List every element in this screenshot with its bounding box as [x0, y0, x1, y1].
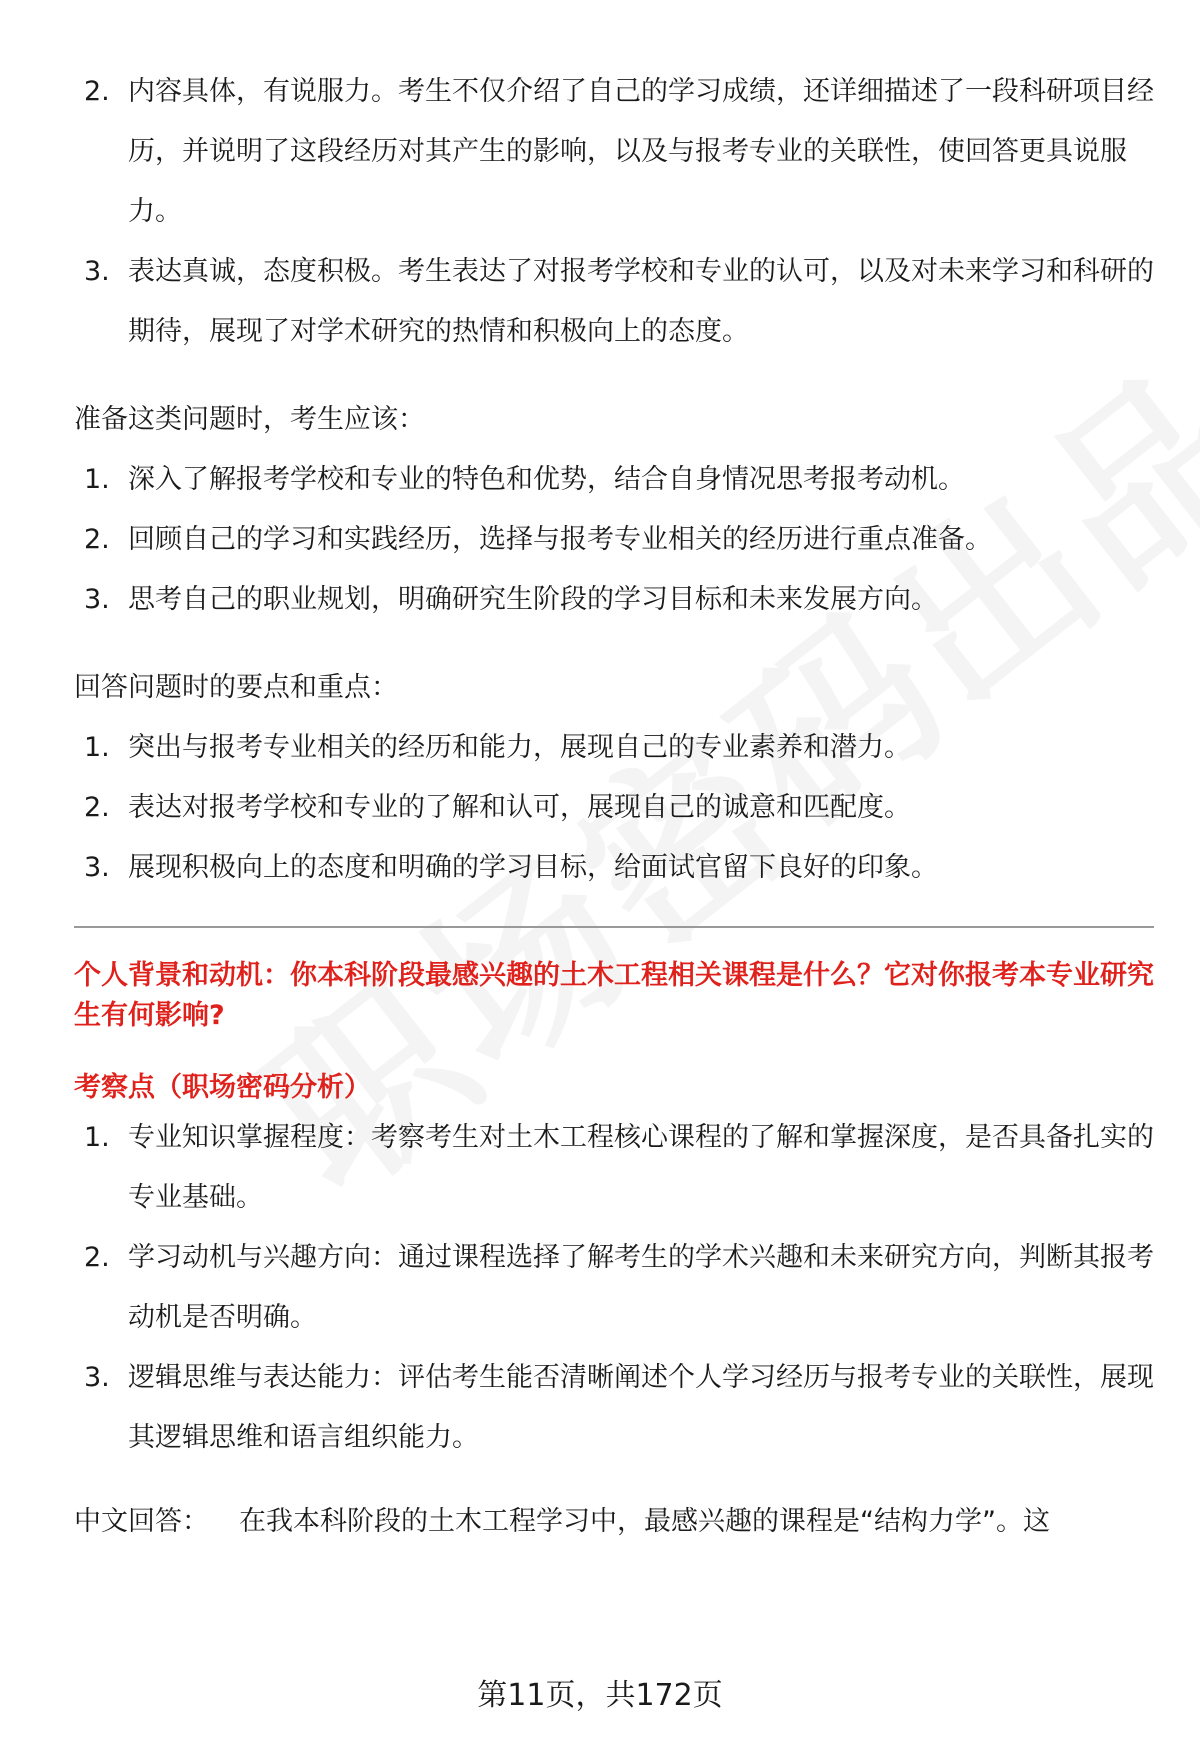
- points-title: 回答问题时的要点和重点：: [74, 672, 398, 703]
- list-item: [74, 718, 1154, 778]
- points-list: [74, 718, 1154, 898]
- document-body: [74, 62, 1154, 1542]
- list-number: 1.: [84, 732, 110, 763]
- section-divider: [74, 926, 1154, 928]
- list-item: [74, 242, 1154, 362]
- list-number: 2.: [84, 1242, 110, 1273]
- list-number: 2.: [84, 76, 110, 107]
- list-text: 思考自己的职业规划，明确研究生阶段的学习目标和未来发展方向。: [128, 584, 938, 615]
- list-number: 3.: [84, 584, 110, 615]
- list-text: 逻辑思维与表达能力：评估考生能否清晰阐述个人学习经历与报考专业的关联性，展现其逻辑思维和语言组织能力。: [128, 1362, 1154, 1453]
- list-text: 深入了解报考学校和专业的特色和优势，结合自身情况思考报考动机。: [128, 464, 965, 495]
- list-item: [74, 570, 1154, 630]
- list-item: [74, 778, 1154, 838]
- list-text: 突出与报考专业相关的经历和能力，展现自己的专业素养和潜力。: [128, 732, 911, 763]
- prep-title: 准备这类问题时，考生应该：: [74, 404, 425, 435]
- list-item: [74, 1348, 1154, 1468]
- list-item: [74, 1108, 1154, 1228]
- list-text: 表达对报考学校和专业的了解和认可，展现自己的诚意和匹配度。: [128, 792, 911, 823]
- exam-point-title: 考察点（职场密码分析）: [74, 1072, 371, 1103]
- prep-list: [74, 450, 1154, 630]
- list-number: 3.: [84, 852, 110, 883]
- answer-label: 中文回答：: [74, 1506, 209, 1537]
- list-item: [74, 838, 1154, 898]
- list-number: 1.: [84, 1122, 110, 1153]
- answer-text: 在我本科阶段的土木工程学习中，最感兴趣的课程是“结构力学”。这: [239, 1506, 1050, 1537]
- list-text: 展现积极向上的态度和明确的学习目标，给面试官留下良好的印象。: [128, 852, 938, 883]
- list-number: 3.: [84, 256, 110, 287]
- page-footer: 第11页，共172页: [477, 1678, 723, 1713]
- exam-point-list: [74, 1108, 1154, 1468]
- list-number: 2.: [84, 524, 110, 555]
- list-item: [74, 450, 1154, 510]
- list-text: 内容具体，有说服力。考生不仅介绍了自己的学习成绩，还详细描述了一段科研项目经历，并说明了这段经历对其产生的影响，以及与报考专业的关联性，使回答更具说服力。: [128, 76, 1154, 227]
- list-text: 表达真诚，态度积极。考生表达了对报考学校和专业的认可，以及对未来学习和科研的期待，展现了对学术研究的热情和积极向上的态度。: [128, 256, 1154, 347]
- list-number: 2.: [84, 792, 110, 823]
- list-item: [74, 510, 1154, 570]
- list-text: 回顾自己的学习和实践经历，选择与报考专业相关的经历进行重点准备。: [128, 524, 992, 555]
- list-item: [74, 62, 1154, 242]
- list-text: 专业知识掌握程度：考察考生对土木工程核心课程的了解和掌握深度，是否具备扎实的专业基础。: [128, 1122, 1154, 1213]
- list-item: [74, 1228, 1154, 1348]
- list-number: 3.: [84, 1362, 110, 1393]
- question-heading: 个人背景和动机：你本科阶段最感兴趣的土木工程相关课程是什么？它对你报考本专业研究生有何影响?: [74, 960, 1154, 1031]
- list-number: 1.: [84, 464, 110, 495]
- list-text: 学习动机与兴趣方向：通过课程选择了解考生的学术兴趣和未来研究方向，判断其报考动机是否明确。: [128, 1242, 1154, 1333]
- evaluation-list: [74, 62, 1154, 362]
- answer-paragraph: [74, 1502, 1154, 1542]
